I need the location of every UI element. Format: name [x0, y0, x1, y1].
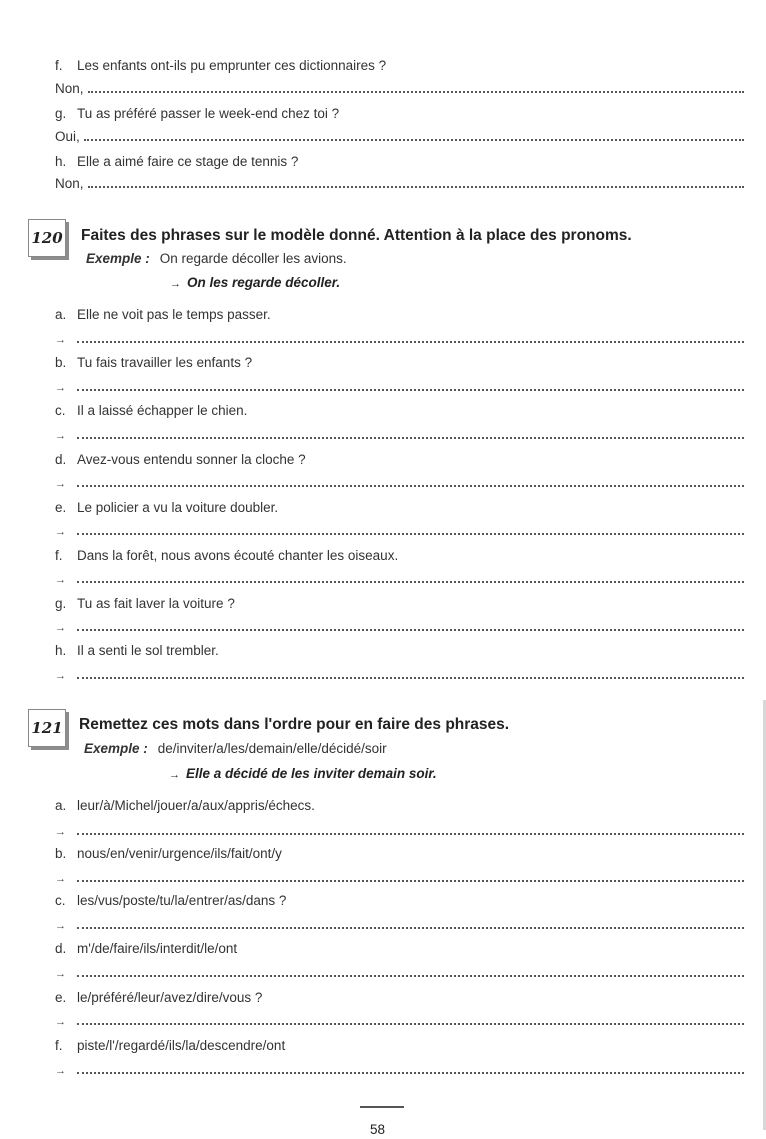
exercise-120-answer-e[interactable]: → — [55, 522, 744, 538]
exercise-120-answer-a[interactable]: → — [55, 330, 744, 346]
exercise-120-item-b: b. Tu fais travailler les enfants ? — [55, 355, 253, 370]
exercise-120-item-h: h. Il a senti le sol trembler. — [55, 643, 219, 658]
exercise-121-item-d: d. m'/de/faire/ils/interdit/le/ont — [55, 941, 238, 956]
exercise-120-answer-d[interactable]: → — [55, 474, 744, 490]
question-top-f: f. Les enfants ont-ils pu emprunter ces dictionnaires ? — [55, 58, 387, 73]
exercise-120-item-g: g. Tu as fait laver la voiture ? — [55, 596, 235, 611]
exercise-121-answer-d[interactable]: → — [55, 964, 744, 980]
exercise-120-example: Exemple : On regarde décoller les avions. — [86, 251, 347, 266]
exercise-121-answer-f[interactable]: → — [55, 1061, 744, 1077]
exercise-121-answer-e[interactable]: → — [55, 1012, 744, 1028]
exercise-120-answer-h[interactable]: → — [55, 666, 744, 682]
footer-rule — [360, 1106, 404, 1108]
exercise-120-item-c: c. Il a laissé échapper le chien. — [55, 403, 248, 418]
exercise-120-answer-b[interactable]: → — [55, 378, 744, 394]
question-top-h: h. Elle a aimé faire ce stage de tennis ? — [55, 154, 299, 169]
exercise-121-item-f: f. piste/l'/regardé/ils/la/descendre/ont — [55, 1038, 286, 1053]
exercise-121-item-c: c. les/vus/poste/tu/la/entrer/as/dans ? — [55, 893, 287, 908]
exercise-121-item-b: b. nous/en/venir/urgence/ils/fait/ont/y — [55, 846, 282, 861]
exercise-121-answer-b[interactable]: → — [55, 869, 744, 885]
exercise-121-title: Remettez ces mots dans l'ordre pour en faire des phrases. — [79, 716, 510, 733]
exercise-120-item-e: e. Le policier a vu la voiture doubler. — [55, 500, 279, 515]
exercise-120-example-answer: → On les regarde décoller. — [170, 275, 341, 290]
exercise-120-item-a: a. Elle ne voit pas le temps passer. — [55, 307, 271, 322]
exercise-120-answer-g[interactable]: → — [55, 618, 744, 634]
exercise-121-answer-c[interactable]: → — [55, 916, 744, 932]
answer-line-top-h[interactable]: Non, — [55, 175, 744, 191]
exercise-121-badge: 121 — [28, 709, 66, 747]
exercise-120-answer-f[interactable]: → — [55, 570, 744, 586]
page-number: 58 — [370, 1122, 386, 1137]
exercise-120-answer-c[interactable]: → — [55, 426, 744, 442]
question-top-g: g. Tu as préféré passer le week-end chez toi ? — [55, 106, 340, 121]
exercise-121-item-a: a. leur/à/Michel/jouer/a/aux/appris/échecs. — [55, 798, 315, 813]
exercise-120-badge: 120 — [28, 219, 66, 257]
exercise-121-example: Exemple : de/inviter/a/les/demain/elle/décidé/soir — [84, 741, 387, 756]
exercise-120-title: Faites des phrases sur le modèle donné. Attention à la place des pronoms. — [81, 227, 632, 244]
exercise-121-answer-a[interactable]: → — [55, 822, 744, 838]
exercise-120-item-d: d. Avez-vous entendu sonner la cloche ? — [55, 452, 306, 467]
answer-line-top-f[interactable]: Non, — [55, 80, 744, 96]
exercise-121-example-answer: → Elle a décidé de les inviter demain soir. — [169, 766, 437, 781]
exercise-120-item-f: f. Dans la forêt, nous avons écouté chanter les oiseaux. — [55, 548, 399, 563]
answer-line-top-g[interactable]: Oui, — [55, 128, 744, 144]
exercise-121-item-e: e. le/préféré/leur/avez/dire/vous ? — [55, 990, 263, 1005]
